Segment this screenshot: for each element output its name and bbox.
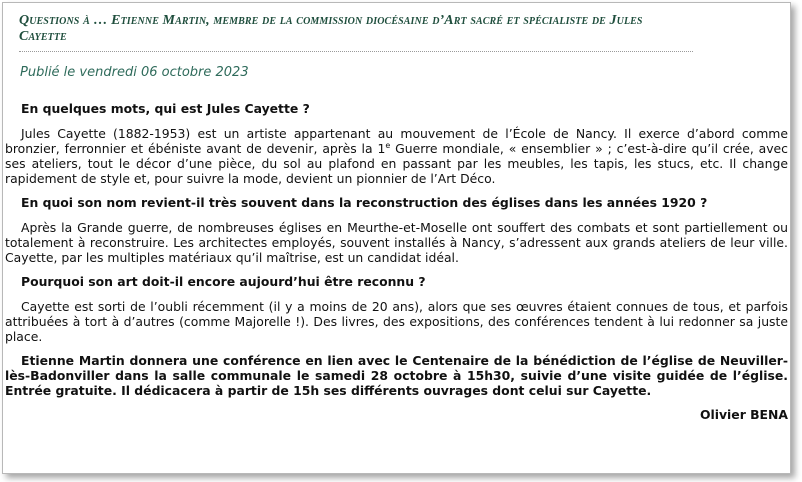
answer-1-superscript: e [385, 140, 391, 150]
publication-date: Publié le vendredi 06 octobre 2023 [20, 65, 249, 80]
answer-1-text-b: Guerre mondiale, « ensemblier » ; c’est-à-dire qu’il crée, avec ses ateliers, tout le décor d’une pièce, du sol au plafond en passant par les meubles, les tapis, les stucs, etc. Il change rapidement de style et, pour suivre la mode, devient un pionnier de l’Art Déco. [5, 141, 788, 186]
event-announcement: Etienne Martin donnera une conférence en lien avec le Centenaire de la bénédiction de l’église de Neuviller-lès-Badonviller dans la salle communale le samedi 28 octobre à 15h30, suivie d’une visite guidée de l’église. Entrée gratuite. Il dédicacera à partir de 15h ses différents ouvrages dont celui sur Cayette. [5, 353, 788, 398]
question-3: Pourquoi son art doit-il encore aujourd’hui être reconnu ? [21, 274, 426, 289]
answer-2: Après la Grande guerre, de nombreuses églises en Meurthe-et-Moselle ont souffert des combats et sont partiellement ou totalement à reconstruire. Les architectes employés, souvent installés à Nancy, s’adressent aux grands ateliers de leur ville. Cayette, par les multiples matériaux qu’il maîtrise, est un candidat idéal. [5, 220, 788, 265]
question-2: En quoi son nom revient-il très souvent dans la reconstruction des églises dans les années 1920 ? [21, 195, 708, 210]
author-signature: Olivier BENA [699, 407, 788, 422]
article-title: Questions à … Etienne Martin, membre de la commission diocésaine d’Art sacré et spécialiste de Jules Cayette [19, 13, 643, 44]
article-frame [2, 2, 791, 474]
title-divider [19, 51, 693, 52]
answer-1 [5, 126, 788, 186]
answer-3: Cayette est sorti de l’oubli récemment (il y a moins de 20 ans), alors que ses œuvres étaient connues de tous, et parfois attribuées à tort à d’autres (comme Majorelle !). Des livres, des expositions, des conférences tendent à lui redonner sa juste place. [5, 299, 788, 344]
answer-1-text-a: Jules Cayette (1882-1953) est un artiste appartenant au mouvement de l’École de Nancy. Il exerce d’abord comme bronzier, ferronnier et ébéniste avant de devenir, après la 1 [5, 126, 788, 156]
question-1: En quelques mots, qui est Jules Cayette ? [21, 101, 310, 116]
article-body [5, 101, 788, 422]
